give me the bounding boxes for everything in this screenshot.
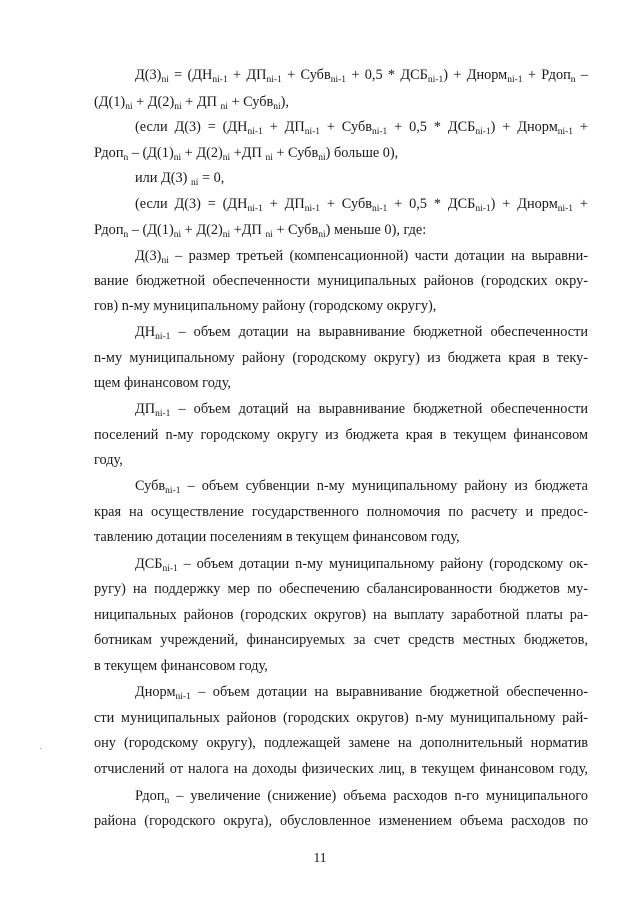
definition-dsb-line-1: $ДСБ_{ni-1}$ – объем дотации n-му муниципальному району (городскому ок- xyxy=(135,556,588,574)
definition-dn-line-2: n-му муниципальному району (городскому округу) из бюджета края в теку- xyxy=(94,350,588,366)
definition-dsb-line-2: ругу) на поддержку мер по обеспечению сбалансированности бюджетов му- xyxy=(94,581,588,597)
definition-dp-line-3: году, xyxy=(94,452,123,468)
definition-subv-line-2: края на осуществление государственного полномочия по расчету и предос- xyxy=(94,504,588,520)
formula-line-3: (если $Д(3) = (ДН_{ni-1} + ДП_{ni-1}$ + Субв$_{ni-1}$ + $0,5 * ДСБ_{ni-1}$) + Днорм$_{ni-1}$ + xyxy=(135,119,588,137)
formula-line-1: $Д(3)_{ni} = (ДН_{ni-1} + ДП_{ni-1}$ + Субв$_{ni-1}$ + $0,5 * ДСБ_{ni-1}$) + Днорм$_{ni-1}$ + Рдоп$_n$ – xyxy=(135,67,588,85)
definition-dn-line-1: $ДН_{ni-1}$ – объем дотации на выравнивание бюджетной обеспеченности xyxy=(135,324,588,342)
formula-line-7: Рдоп$_n$ – ($Д(1)_{ni} + Д(2)_{ni} +ДП$ $_{ni}$ + Субв$_{ni}$) меньше 0), где: xyxy=(94,222,427,240)
scan-speck xyxy=(40,748,41,749)
definition-d3-line-3: гов) n-му муниципальному району (городскому округу), xyxy=(94,298,437,314)
definition-dsb-line-3: ниципальных районов (городских округов) на выплату заработной платы ра- xyxy=(94,607,588,623)
formula-line-4: Рдоп$_n$ – ($Д(1)_{ni} + Д(2)_{ni} +ДП$ $_{ni}$ + Субв$_{ni}$) больше 0), xyxy=(94,145,399,163)
definition-rdop-line-1: Рдоп$_n$ – увеличение (снижение) объема расходов n-го муниципального xyxy=(135,788,588,806)
definition-dnorm-line-1: Днорм$_{ni-1}$ – объем дотации на выравнивание бюджетной обеспеченно- xyxy=(135,684,588,702)
definition-dnorm-line-3: ону (городскому округу), подлежащей замене на дополнительный норматив xyxy=(94,735,588,751)
formula-line-6: (если $Д(3) = (ДН_{ni-1} + ДП_{ni-1}$ + Субв$_{ni-1}$ + $0,5 * ДСБ_{ni-1}$) + Днорм$_{ni-1}$ + xyxy=(135,196,588,214)
page-number: 11 xyxy=(313,850,327,865)
definition-d3-line-2: вание бюджетной обеспеченности муниципальных районов (городских окру- xyxy=(94,273,588,289)
definition-subv-line-3: тавлению дотации поселениям в текущем финансовом году, xyxy=(94,529,460,545)
definition-d3-line-1: $Д(3)_{ni}$ – размер третьей (компенсационной) части дотации на выравни- xyxy=(135,248,588,266)
definition-subv-line-1: Субв$_{ni-1}$ – объем субвенции n-му муниципальному району из бюджета xyxy=(135,478,588,496)
definition-rdop-line-2: района (городского округа), обусловленное изменением объема расходов по xyxy=(94,813,588,829)
formula-line-5: или Д(3) $_{ni}$ = 0, xyxy=(135,170,225,188)
definition-dn-line-3: щем финансовом году, xyxy=(94,375,231,391)
definition-dp-line-1: $ДП_{ni-1}$ – объем дотаций на выравнивание бюджетной обеспеченности xyxy=(135,401,588,419)
definition-dp-line-2: поселений n-му городскому округу из бюджета края в текущем финансовом xyxy=(94,427,588,443)
formula-line-2: ($Д(1)_{ni} + Д(2)_{ni}$ + ДП $_{ni}$ + Субв$_{ni}$), xyxy=(94,94,289,112)
definition-dsb-line-4: ботникам учреждений, финансируемых за счет средств местных бюджетов, xyxy=(94,632,588,648)
definition-dnorm-line-2: сти муниципальных районов (городских округов) n-му муниципальному рай- xyxy=(94,710,588,726)
definition-dnorm-line-4: отчислений от налога на доходы физических лиц, в текущем финансовом году, xyxy=(94,761,588,777)
definition-dsb-line-5: в текущем финансовом году, xyxy=(94,658,268,674)
